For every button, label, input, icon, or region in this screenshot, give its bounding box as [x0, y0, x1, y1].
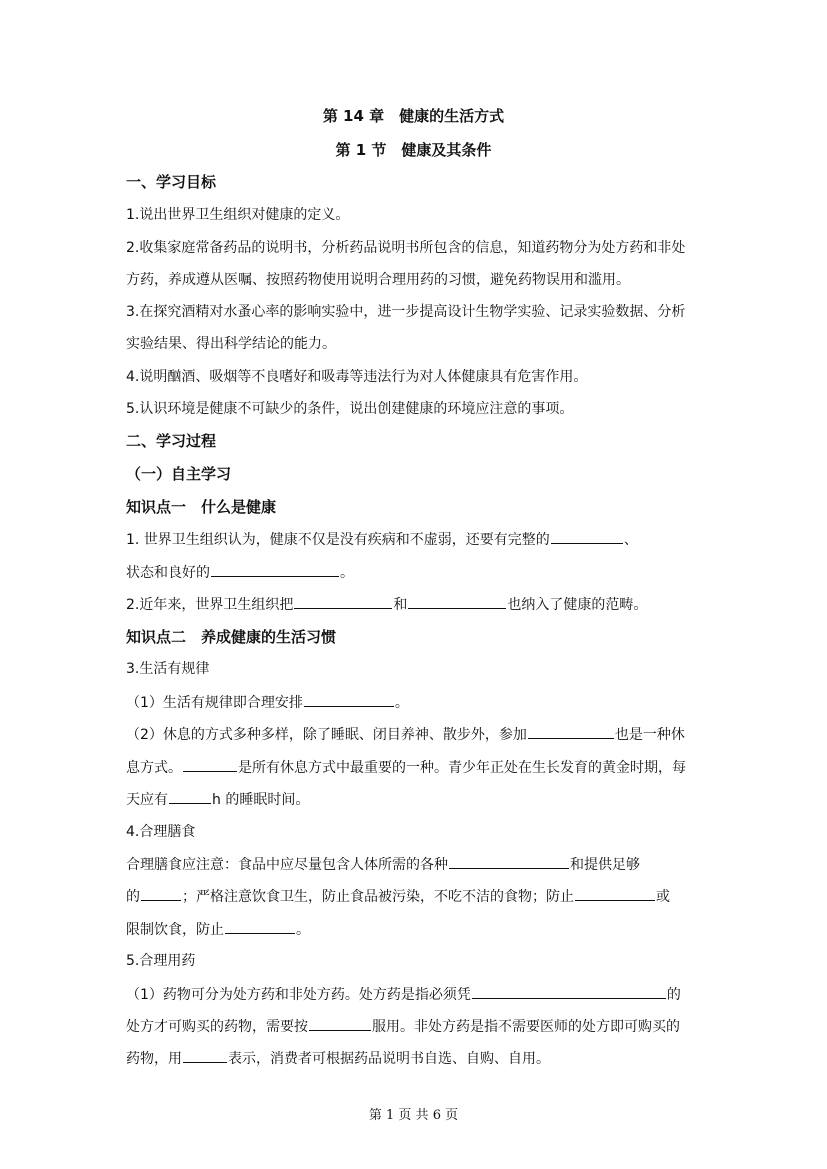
question-3-2-line1	[126, 724, 706, 745]
answer-blank[interactable]	[449, 854, 569, 869]
question-1-line1	[126, 529, 706, 550]
subsection-3: 3.生活有规律	[126, 661, 210, 677]
q5-text-f: 表示，消费者可根据药品说明书自选、自购、自用。	[228, 1051, 550, 1067]
objective-3-line2: 实验结果、得出科学结论的能力。	[126, 336, 336, 352]
question-4-line3	[126, 919, 706, 940]
answer-blank[interactable]	[408, 594, 506, 609]
q4-text-d: ；严格注意饮食卫生，防止食品被污染，不吃不洁的食物；防止	[182, 889, 574, 905]
q4-text-f: 限制饮食，防止	[126, 922, 224, 938]
question-3-2-line3	[126, 789, 706, 810]
objective-2-line2: 方药，养成遵从医嘱、按照药物使用说明合理用药的习惯，避免药物误用和滥用。	[126, 272, 630, 288]
answer-blank[interactable]	[304, 692, 394, 707]
q4-text-a: 合理膳食应注意：食品中应尽量包含人体所需的各种	[126, 857, 448, 873]
objective-1: 1.说出世界卫生组织对健康的定义。	[126, 207, 350, 223]
chapter-title: 第 14 章 健康的生活方式	[322, 107, 505, 125]
q4-text-b: 和提供足够	[570, 857, 640, 873]
question-4-line2	[126, 886, 706, 907]
q3-2-text-c: 息方式。	[126, 760, 182, 776]
answer-blank[interactable]	[294, 594, 392, 609]
q5-text-e: 药物，用	[126, 1051, 182, 1067]
objective-2-line1: 2.收集家庭常备药品的说明书，分析药品说明书所包含的信息，知道药物分为处方药和非处	[126, 240, 686, 256]
q2-text-a: 2.近年来，世界卫生组织把	[126, 597, 294, 613]
answer-blank[interactable]	[575, 886, 655, 901]
self-study-heading: （一）自主学习	[126, 465, 232, 483]
question-5-line1	[126, 984, 706, 1005]
objectives-heading: 一、学习目标	[126, 173, 217, 191]
q4-text-c: 的	[126, 889, 140, 905]
q4-text-g: 。	[296, 922, 310, 938]
q4-text-e: 或	[656, 889, 670, 905]
question-4-line1	[126, 854, 706, 875]
answer-blank[interactable]	[169, 789, 211, 804]
answer-blank[interactable]	[309, 1016, 371, 1031]
q3-2-text-a: （2）休息的方式多种多样，除了睡眠、闭目养神、散步外，参加	[126, 727, 527, 743]
q5-text-b: 的	[666, 987, 681, 1003]
q1-text-b: 、	[623, 532, 638, 548]
subsection-4: 4.合理膳食	[126, 824, 196, 840]
q3-2-text-d: 是所有休息方式中最重要的一种。青少年正处在生长发育的黄金时期，每	[238, 760, 686, 776]
q1-text-c: 状态和良好的	[126, 565, 210, 581]
q3-1-text-a: （1）生活有规律即合理安排	[126, 695, 303, 711]
kp2-heading: 知识点二 养成健康的生活习惯	[126, 628, 337, 646]
q3-2-text-e: 天应有	[126, 792, 168, 808]
question-2	[126, 594, 706, 615]
q1-text-a: 1. 世界卫生组织认为，健康不仅是没有疾病和不虚弱，还要有完整的	[126, 532, 550, 548]
question-5-line2	[126, 1016, 706, 1037]
answer-blank[interactable]	[551, 529, 623, 544]
answer-blank[interactable]	[211, 562, 339, 577]
answer-blank[interactable]	[183, 757, 237, 772]
objective-3-line1: 3.在探究酒精对水蚤心率的影响实验中，进一步提高设计生物学实验、记录实验数据、分析	[126, 304, 686, 320]
question-1-line2	[126, 562, 706, 583]
q5-text-c: 处方才可购买的药物，需要按	[126, 1019, 308, 1035]
answer-blank[interactable]	[225, 919, 295, 934]
subsection-5: 5.合理用药	[126, 953, 196, 969]
q2-text-b: 和	[393, 597, 408, 613]
objective-5: 5.认识环境是健康不可缺少的条件，说出创建健康的环境应注意的事项。	[126, 401, 574, 417]
section-title: 第 1 节 健康及其条件	[335, 141, 492, 159]
objective-4: 4.说明酗酒、吸烟等不良嗜好和吸毒等违法行为对人体健康具有危害作用。	[126, 369, 588, 385]
q5-text-d: 服用。非处方药是指不需要医师的处方即可购买的	[372, 1019, 680, 1035]
question-5-line3	[126, 1048, 706, 1069]
q2-text-c: 也纳入了健康的范畴。	[507, 597, 648, 613]
q1-text-d: 。	[340, 565, 354, 581]
answer-blank[interactable]	[528, 724, 614, 739]
process-heading: 二、学习过程	[126, 432, 217, 450]
q3-2-text-b: 也是一种休	[614, 727, 685, 743]
answer-blank[interactable]	[472, 984, 666, 999]
q3-1-text-b: 。	[394, 695, 409, 711]
answer-blank[interactable]	[183, 1048, 227, 1063]
answer-blank[interactable]	[141, 886, 181, 901]
page-footer: 第 1 页 共 6 页	[368, 1108, 459, 1123]
question-3-2-line2	[126, 757, 706, 778]
q5-text-a: （1）药物可分为处方药和非处方药。处方药是指必须凭	[126, 987, 471, 1003]
q3-2-text-f: h 的睡眠时间。	[212, 792, 310, 808]
question-3-1	[126, 692, 706, 713]
kp1-heading: 知识点一 什么是健康	[126, 498, 277, 516]
